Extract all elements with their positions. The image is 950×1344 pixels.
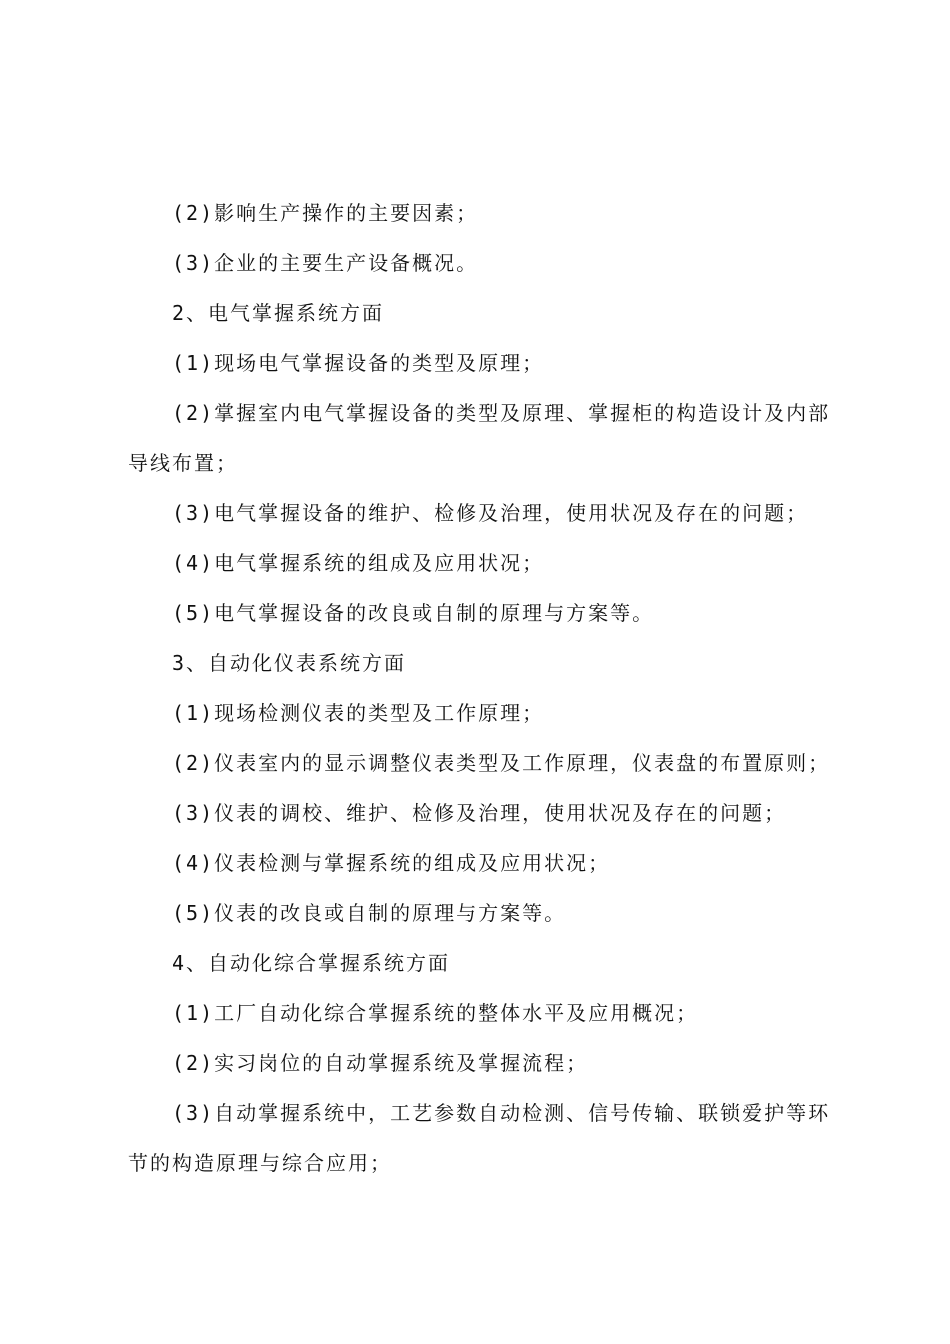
paragraph: (5)电气掌握设备的改良或自制的原理与方案等。 bbox=[172, 601, 655, 625]
paragraph: (2)实习岗位的自动掌握系统及掌握流程； bbox=[172, 1051, 589, 1075]
paragraph: (1)现场电气掌握设备的类型及原理； bbox=[172, 351, 545, 375]
paragraph: (3)自动掌握系统中，工艺参数自动检测、信号传输、联锁爱护等环节的构造原理与综合应用； bbox=[128, 1101, 831, 1175]
section-heading: 2、电气掌握系统方面 bbox=[172, 301, 385, 325]
paragraph: (3)仪表的调校、维护、检修及治理，使用状况及存在的问题； bbox=[172, 801, 787, 825]
paragraph: (4)电气掌握系统的组成及应用状况； bbox=[172, 551, 545, 575]
paragraph: (2)影响生产操作的主要因素； bbox=[172, 201, 479, 225]
paragraph: (2)仪表室内的显示调整仪表类型及工作原理，仪表盘的布置原则； bbox=[172, 751, 831, 775]
paragraph: (1)现场检测仪表的类型及工作原理； bbox=[172, 701, 545, 725]
section-heading: 4、自动化综合掌握系统方面 bbox=[172, 951, 451, 975]
paragraph: (1)工厂自动化综合掌握系统的整体水平及应用概况； bbox=[172, 1001, 699, 1025]
paragraph: (2)掌握室内电气掌握设备的类型及原理、掌握柜的构造设计及内部导线布置； bbox=[128, 401, 831, 475]
paragraph: (4)仪表检测与掌握系统的组成及应用状况； bbox=[172, 851, 611, 875]
document-body bbox=[128, 188, 832, 1188]
paragraph: (3)电气掌握设备的维护、检修及治理，使用状况及存在的问题； bbox=[172, 501, 809, 525]
section-heading: 3、自动化仪表系统方面 bbox=[172, 651, 407, 675]
paragraph: (5)仪表的改良或自制的原理与方案等。 bbox=[172, 901, 567, 925]
paragraph: (3)企业的主要生产设备概况。 bbox=[172, 251, 479, 275]
